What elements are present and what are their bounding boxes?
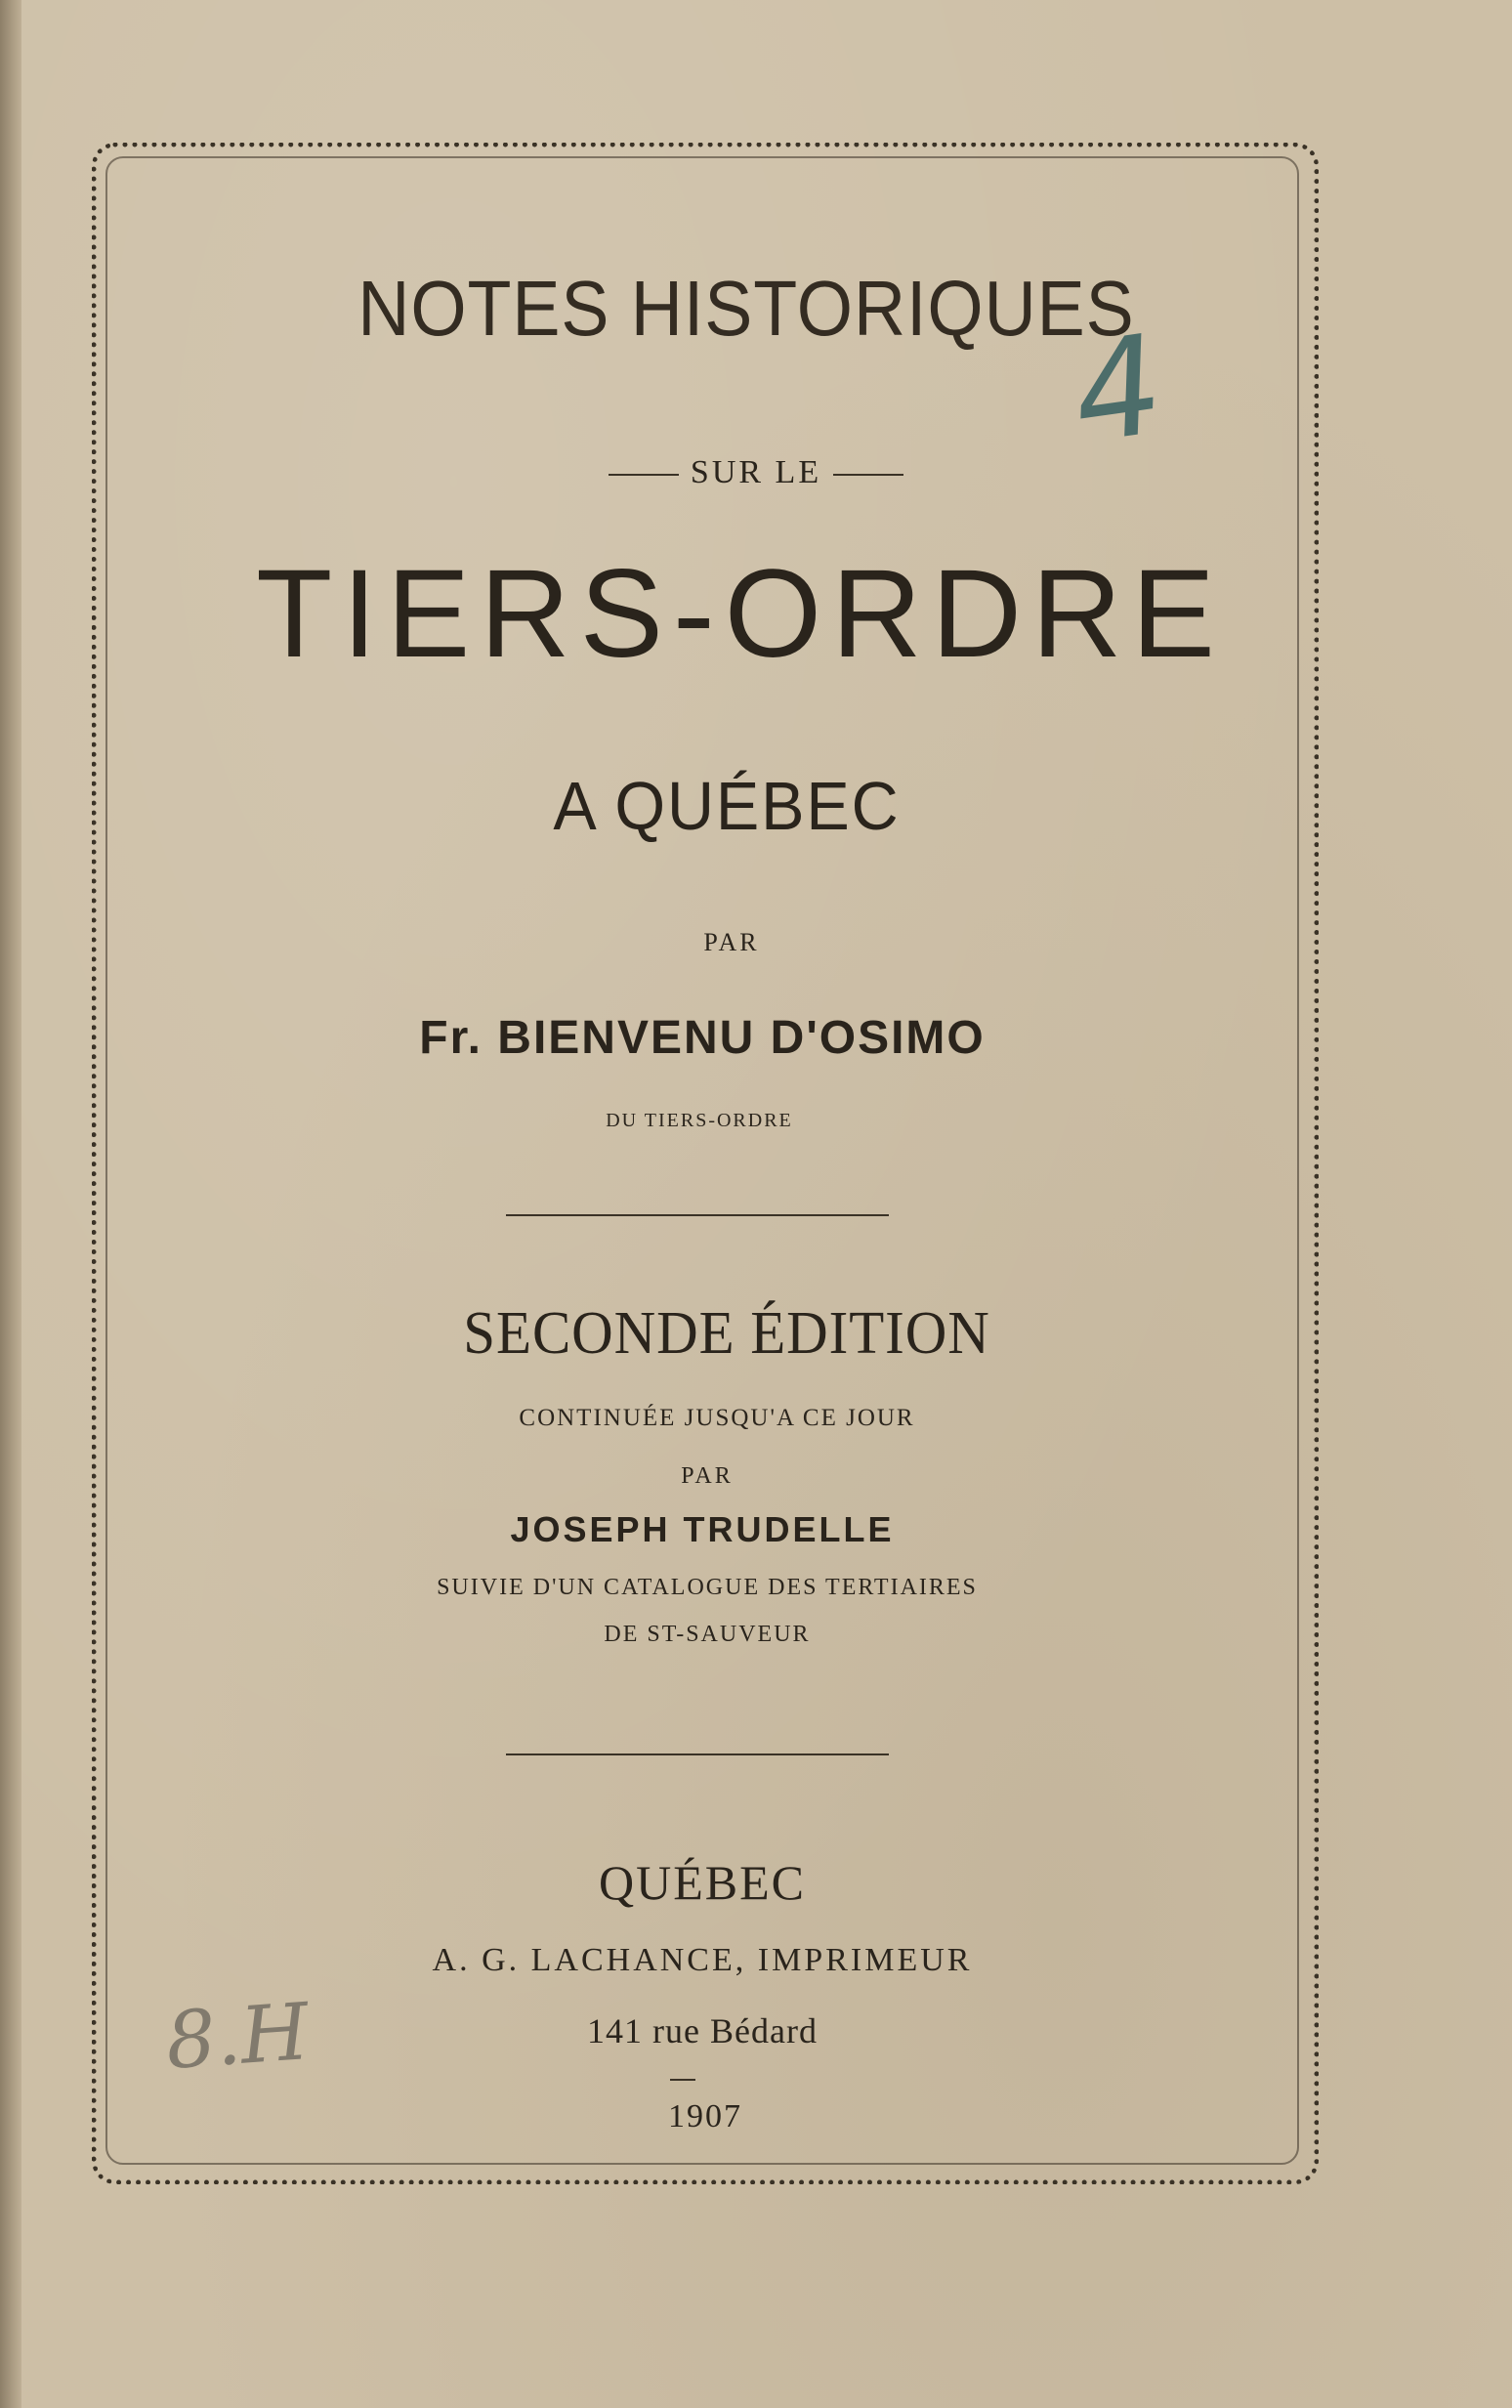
handwritten-mark-8h: 8.H <box>162 1986 313 2087</box>
title-line-notes-historiques: NOTES HISTORIQUES <box>357 265 1135 352</box>
author-name: Fr. BIENVENU D'OSIMO <box>419 1012 986 1064</box>
sur-le-text: SUR LE <box>690 454 822 490</box>
handwritten-mark-4: 4 <box>1071 303 1164 478</box>
editor-name: JOSEPH TRUDELLE <box>510 1509 895 1549</box>
author-affiliation: DU TIERS-ORDRE <box>606 1110 793 1131</box>
year-dash <box>670 2079 695 2081</box>
supplement-line-2: DE ST-SAUVEUR <box>604 1622 811 1647</box>
divider-rule-top <box>506 1214 889 1216</box>
title-sur-le <box>0 454 1512 491</box>
imprint-address: 141 rue Bédard <box>587 2011 818 2050</box>
imprint-year: 1907 <box>668 2098 742 2134</box>
imprint-printer: A. G. LACHANCE, IMPRIMEUR <box>432 1942 973 1978</box>
edition-title: SECONDE ÉDITION <box>463 1300 990 1367</box>
title-a-quebec: A QUÉBEC <box>553 768 901 844</box>
byline-par: PAR <box>703 928 760 956</box>
sur-le-right-dash <box>833 474 903 476</box>
sur-le-left-dash <box>609 474 679 476</box>
edition-continued-line: CONTINUÉE JUSQU'A CE JOUR <box>519 1405 915 1431</box>
edition-par: PAR <box>681 1463 734 1489</box>
main-title-tiers-ordre: TIERS-ORDRE <box>256 544 1225 684</box>
imprint-city: QUÉBEC <box>599 1855 806 1910</box>
divider-rule-bottom <box>506 1753 889 1755</box>
supplement-line-1: SUIVIE D'UN CATALOGUE DES TERTIAIRES <box>437 1575 978 1600</box>
